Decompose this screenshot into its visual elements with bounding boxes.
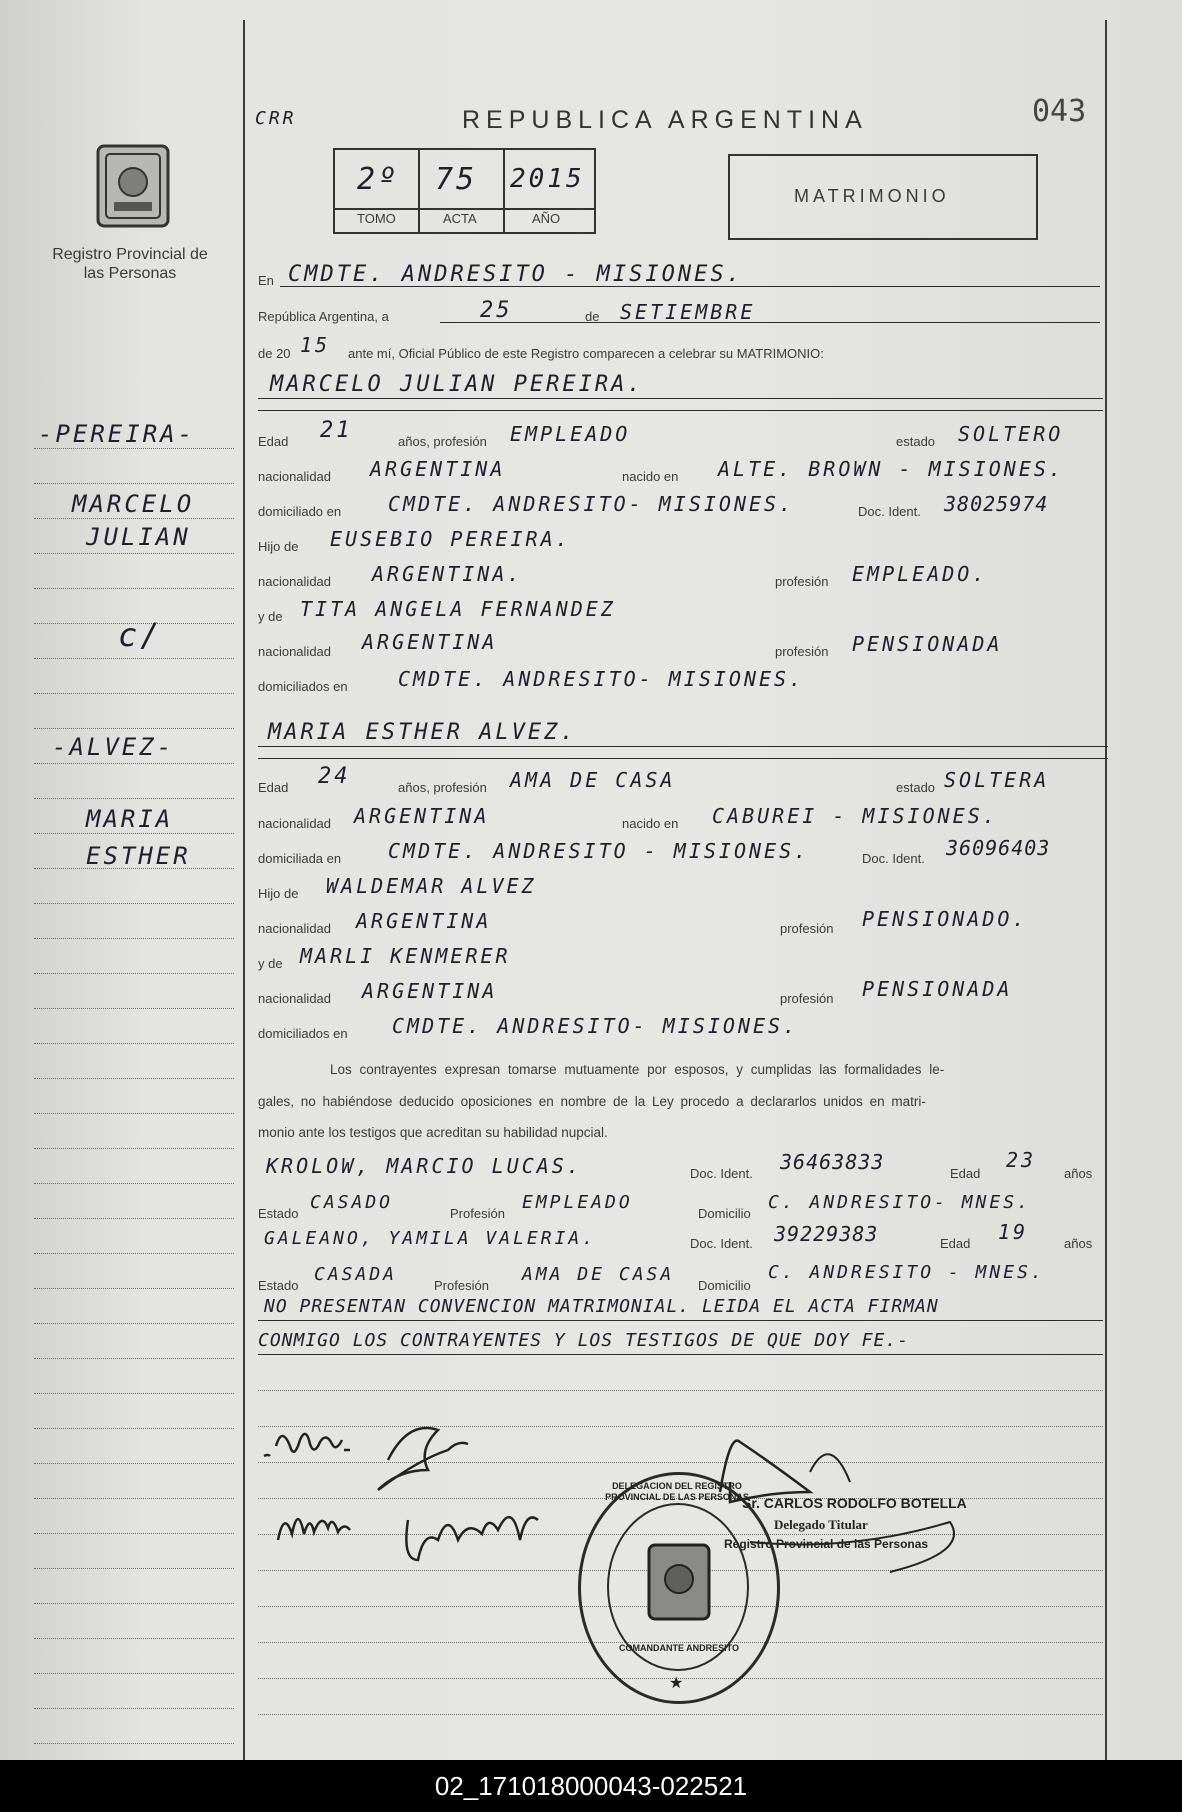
- margin-rule: [34, 973, 234, 974]
- seal-outer-text: DELEGACION DEL REGISTRO PROVINCIAL DE LAS PERSONAS: [605, 1481, 749, 1502]
- ceremony-place: CMDTE. ANDRESITO - MISIONES.: [288, 262, 743, 287]
- margin-rule: [34, 938, 234, 939]
- declaration-line-1: Los contrayentes expresan tomarse mutuamente por esposos, y cumplidas las formalidades le-: [330, 1062, 945, 1077]
- margin-rule: [34, 903, 234, 904]
- margin-groom-surname: -PEREIRA-: [38, 420, 196, 448]
- bride-mother-profession: PENSIONADA: [862, 977, 1013, 1001]
- margin-rule: [34, 1183, 234, 1184]
- margin-rule: [34, 833, 234, 834]
- margin-rule: [34, 1463, 234, 1464]
- label-republica: República Argentina, a: [258, 309, 389, 324]
- groom-label-father-nac: nacionalidad: [258, 574, 332, 589]
- margin-rule: [34, 1253, 234, 1254]
- margin-conjunction: c/: [118, 616, 163, 654]
- bride-label-father-nac: nacionalidad: [258, 921, 332, 936]
- witness1-profession: EMPLEADO: [522, 1192, 633, 1213]
- bride-label-doc: Doc. Ident.: [862, 851, 925, 866]
- margin-rule: [34, 1358, 234, 1359]
- country-title: REPUBLICA ARGENTINA: [462, 106, 868, 134]
- groom-profession: EMPLEADO: [510, 422, 631, 446]
- bride-birthplace: CABUREI - MISIONES.: [712, 804, 998, 828]
- groom-mother-nationality: ARGENTINA: [362, 630, 498, 654]
- groom-mother-profession: PENSIONADA: [852, 632, 1003, 656]
- witness1-name: KROLOW, MARCIO LUCAS.: [266, 1154, 582, 1178]
- groom-label-domiciliado: domiciliado en: [258, 504, 342, 519]
- groom-birthplace: ALTE. BROWN - MISIONES.: [718, 457, 1064, 481]
- label-en: En: [258, 273, 274, 288]
- bride-label-profesion: años, profesión: [398, 780, 487, 795]
- label-year-prefix: de 20: [258, 346, 291, 361]
- groom-label-mother-prof: profesión: [775, 644, 829, 659]
- margin-rule: [34, 1603, 234, 1604]
- margin-rule: [34, 1288, 234, 1289]
- bride-mother-name: MARLI KENMERER: [300, 944, 511, 968]
- witness1-label-domicilio: Domicilio: [698, 1206, 751, 1221]
- witness2-status: CASADA: [314, 1264, 398, 1285]
- bride-full-name: MARIA ESTHER ALVEZ.: [268, 720, 577, 745]
- ano-value: 2015: [510, 164, 585, 194]
- margin-rule: [34, 448, 234, 449]
- groom-father-name: EUSEBIO PEREIRA.: [330, 527, 571, 551]
- bride-mother-nationality: ARGENTINA: [362, 979, 498, 1003]
- seal-inner-text: COMANDANTE ANDRESITO: [618, 1643, 739, 1653]
- margin-rule: [34, 1113, 234, 1114]
- ceremony-day: 25: [480, 298, 513, 323]
- groom-father-nationality: ARGENTINA.: [372, 562, 523, 586]
- bride-label-y-de: y de: [258, 956, 283, 971]
- margin-rule: [34, 1218, 234, 1219]
- margin-rule: [34, 1428, 234, 1429]
- groom-domicile: CMDTE. ANDRESITO- MISIONES.: [388, 492, 795, 516]
- groom-label-father-prof: profesión: [775, 574, 829, 589]
- bride-label-hijo: Hijo de: [258, 886, 299, 901]
- bride-label-domiciliados: domiciliados en: [258, 1026, 348, 1041]
- margin-rule: [34, 1498, 234, 1499]
- bride-label-nacionalidad: nacionalidad: [258, 816, 332, 831]
- right-margin-rule: [1105, 20, 1107, 1760]
- margin-rule: [34, 693, 234, 694]
- witness1-label-edad: Edad: [950, 1166, 981, 1181]
- signatures-icon: [258, 1410, 588, 1590]
- margin-rule: [34, 1043, 234, 1044]
- header-code: CRR: [255, 108, 297, 129]
- record-box: [333, 148, 596, 234]
- groom-doc-ident: 38025974: [944, 492, 1049, 516]
- star-icon: ★: [669, 1675, 684, 1692]
- official-office: Registro Provincial de las Personas: [724, 1537, 929, 1551]
- bride-label-edad: Edad: [258, 780, 289, 795]
- witness2-label-profesion: Profesión: [434, 1278, 489, 1293]
- bride-doc-ident: 36096403: [946, 836, 1051, 860]
- groom-label-domiciliados: domiciliados en: [258, 679, 348, 694]
- official-title: Delegado Titular: [774, 1517, 868, 1532]
- tomo-value: 2º: [357, 162, 400, 197]
- margin-groom-name-1: MARCELO: [72, 490, 195, 518]
- acta-label: ACTA: [443, 211, 477, 226]
- tomo-label: TOMO: [357, 211, 396, 226]
- folio-number: 043: [1032, 94, 1087, 129]
- witness2-label-edad: Edad: [940, 1236, 971, 1251]
- groom-label-mother-nac: nacionalidad: [258, 644, 332, 659]
- margin-rule: [34, 1078, 234, 1079]
- groom-label-estado: estado: [896, 434, 936, 449]
- bride-label-father-prof: profesión: [780, 921, 834, 936]
- witness2-doc: 39229383: [774, 1222, 879, 1246]
- note-line-2: CONMIGO LOS CONTRAYENTES Y LOS TESTIGOS DE QUE DOY FE.-: [258, 1330, 910, 1351]
- body-rule: [258, 1714, 1103, 1715]
- ceremony-month: SETIEMBRE: [620, 300, 756, 324]
- document-type: MATRIMONIO: [794, 186, 950, 206]
- registry-logo-icon: [88, 138, 178, 238]
- witness1-status: CASADO: [310, 1192, 394, 1213]
- groom-mother-name: TITA ANGELA FERNANDEZ: [300, 597, 616, 621]
- margin-rule: [34, 483, 234, 484]
- bride-label-estado: estado: [896, 780, 936, 795]
- groom-label-hijo: Hijo de: [258, 539, 299, 554]
- groom-label-nacionalidad: nacionalidad: [258, 469, 332, 484]
- body-rule: [258, 1390, 1103, 1391]
- official-name: Sr. CARLOS RODOLFO BOTELLA: [742, 1495, 967, 1511]
- margin-rule: [34, 553, 234, 554]
- witness1-age: 23: [1006, 1148, 1037, 1172]
- bride-label-mother-prof: profesión: [780, 991, 834, 1006]
- margin-rule: [34, 728, 234, 729]
- bride-father-nationality: ARGENTINA: [356, 909, 492, 933]
- declaration-line-2: gales, no habiéndose deducido oposiciones en nombre de la Ley procedo a declararlos unidos en matri-: [258, 1094, 926, 1109]
- margin-rule: [34, 518, 234, 519]
- witness2-label-estado: Estado: [258, 1278, 299, 1293]
- left-margin-rule: [243, 20, 245, 1760]
- margin-rule: [34, 658, 234, 659]
- ceremony-year-suffix: 15: [300, 333, 331, 357]
- groom-father-profession: EMPLEADO.: [852, 562, 988, 586]
- margin-rule: [34, 1148, 234, 1149]
- note-line-1: NO PRESENTAN CONVENCION MATRIMONIAL. LEIDA EL ACTA FIRMAN: [264, 1296, 939, 1317]
- witness2-label-anos: años: [1064, 1236, 1093, 1251]
- bride-label-nacido: nacido en: [622, 816, 679, 831]
- bride-civil-status: SOLTERA: [944, 768, 1050, 792]
- witness2-profession: AMA DE CASA: [522, 1264, 675, 1285]
- bride-father-name: WALDEMAR ALVEZ: [326, 874, 537, 898]
- margin-rule: [34, 1743, 234, 1744]
- witness1-address: C. ANDRESITO- MNES.: [768, 1192, 1031, 1213]
- bride-age: 24: [318, 764, 351, 789]
- witness1-doc: 36463833: [780, 1150, 885, 1174]
- bride-nationality: ARGENTINA: [354, 804, 490, 828]
- margin-bride-name-1: MARIA: [86, 805, 174, 833]
- bride-parents-domicile: CMDTE. ANDRESITO- MISIONES.: [392, 1014, 799, 1038]
- bride-label-domiciliada: domiciliada en: [258, 851, 342, 866]
- groom-age: 21: [320, 418, 353, 443]
- margin-rule: [34, 1708, 234, 1709]
- seal-emblem-icon: [639, 1535, 719, 1635]
- acta-value: 75: [435, 162, 478, 197]
- witness1-label-estado: Estado: [258, 1206, 299, 1221]
- margin-bride-surname: -ALVEZ-: [52, 733, 175, 761]
- scan-footer: 02_171018000043-022521: [0, 1760, 1182, 1812]
- declaration-line-3: monio ante los testigos que acreditan su habilidad nupcial.: [258, 1125, 608, 1140]
- margin-rule: [34, 1008, 234, 1009]
- groom-label-y-de: y de: [258, 609, 283, 624]
- groom-label-profesion: años, profesión: [398, 434, 487, 449]
- official-seal: [578, 1472, 780, 1704]
- witness1-label-profesion: Profesión: [450, 1206, 505, 1221]
- witness2-label-domicilio: Domicilio: [698, 1278, 751, 1293]
- bride-profession: AMA DE CASA: [510, 768, 676, 792]
- bride-father-profession: PENSIONADO.: [862, 907, 1028, 931]
- ano-label: AÑO: [532, 211, 561, 226]
- witness1-label-doc: Doc. Ident.: [690, 1166, 753, 1181]
- document-type-box: [728, 154, 1038, 240]
- groom-label-doc: Doc. Ident.: [858, 504, 921, 519]
- witness2-address: C. ANDRESITO - MNES.: [768, 1262, 1045, 1283]
- witness2-label-doc: Doc. Ident.: [690, 1236, 753, 1251]
- registry-name: Registro Provincial de las Personas: [52, 246, 208, 282]
- groom-label-nacido: nacido en: [622, 469, 679, 484]
- margin-rule: [34, 1568, 234, 1569]
- groom-parents-domicile: CMDTE. ANDRESITO- MISIONES.: [398, 667, 805, 691]
- witness1-label-anos: años: [1064, 1166, 1093, 1181]
- margin-rule: [34, 1638, 234, 1639]
- groom-label-edad: Edad: [258, 434, 289, 449]
- margin-rule: [34, 798, 234, 799]
- margin-groom-name-2: JULIAN: [86, 523, 191, 551]
- groom-nationality: ARGENTINA: [370, 457, 506, 481]
- appearance-text: ante mí, Oficial Público de este Registro comparecen a celebrar su MATRIMONIO:: [348, 346, 824, 361]
- margin-bride-name-2: ESTHER: [86, 842, 191, 870]
- margin-rule: [34, 1533, 234, 1534]
- groom-full-name: MARCELO JULIAN PEREIRA.: [270, 372, 644, 397]
- witness2-name: GALEANO, YAMILA VALERIA.: [264, 1228, 597, 1249]
- margin-rule: [34, 1323, 234, 1324]
- label-de-month: de: [585, 309, 600, 324]
- groom-civil-status: SOLTERO: [958, 422, 1064, 446]
- bride-domicile: CMDTE. ANDRESITO - MISIONES.: [388, 839, 810, 863]
- witness2-age: 19: [998, 1220, 1029, 1244]
- bride-label-mother-nac: nacionalidad: [258, 991, 332, 1006]
- margin-rule: [34, 763, 234, 764]
- margin-rule: [34, 1393, 234, 1394]
- margin-rule: [34, 1673, 234, 1674]
- margin-rule: [34, 588, 234, 589]
